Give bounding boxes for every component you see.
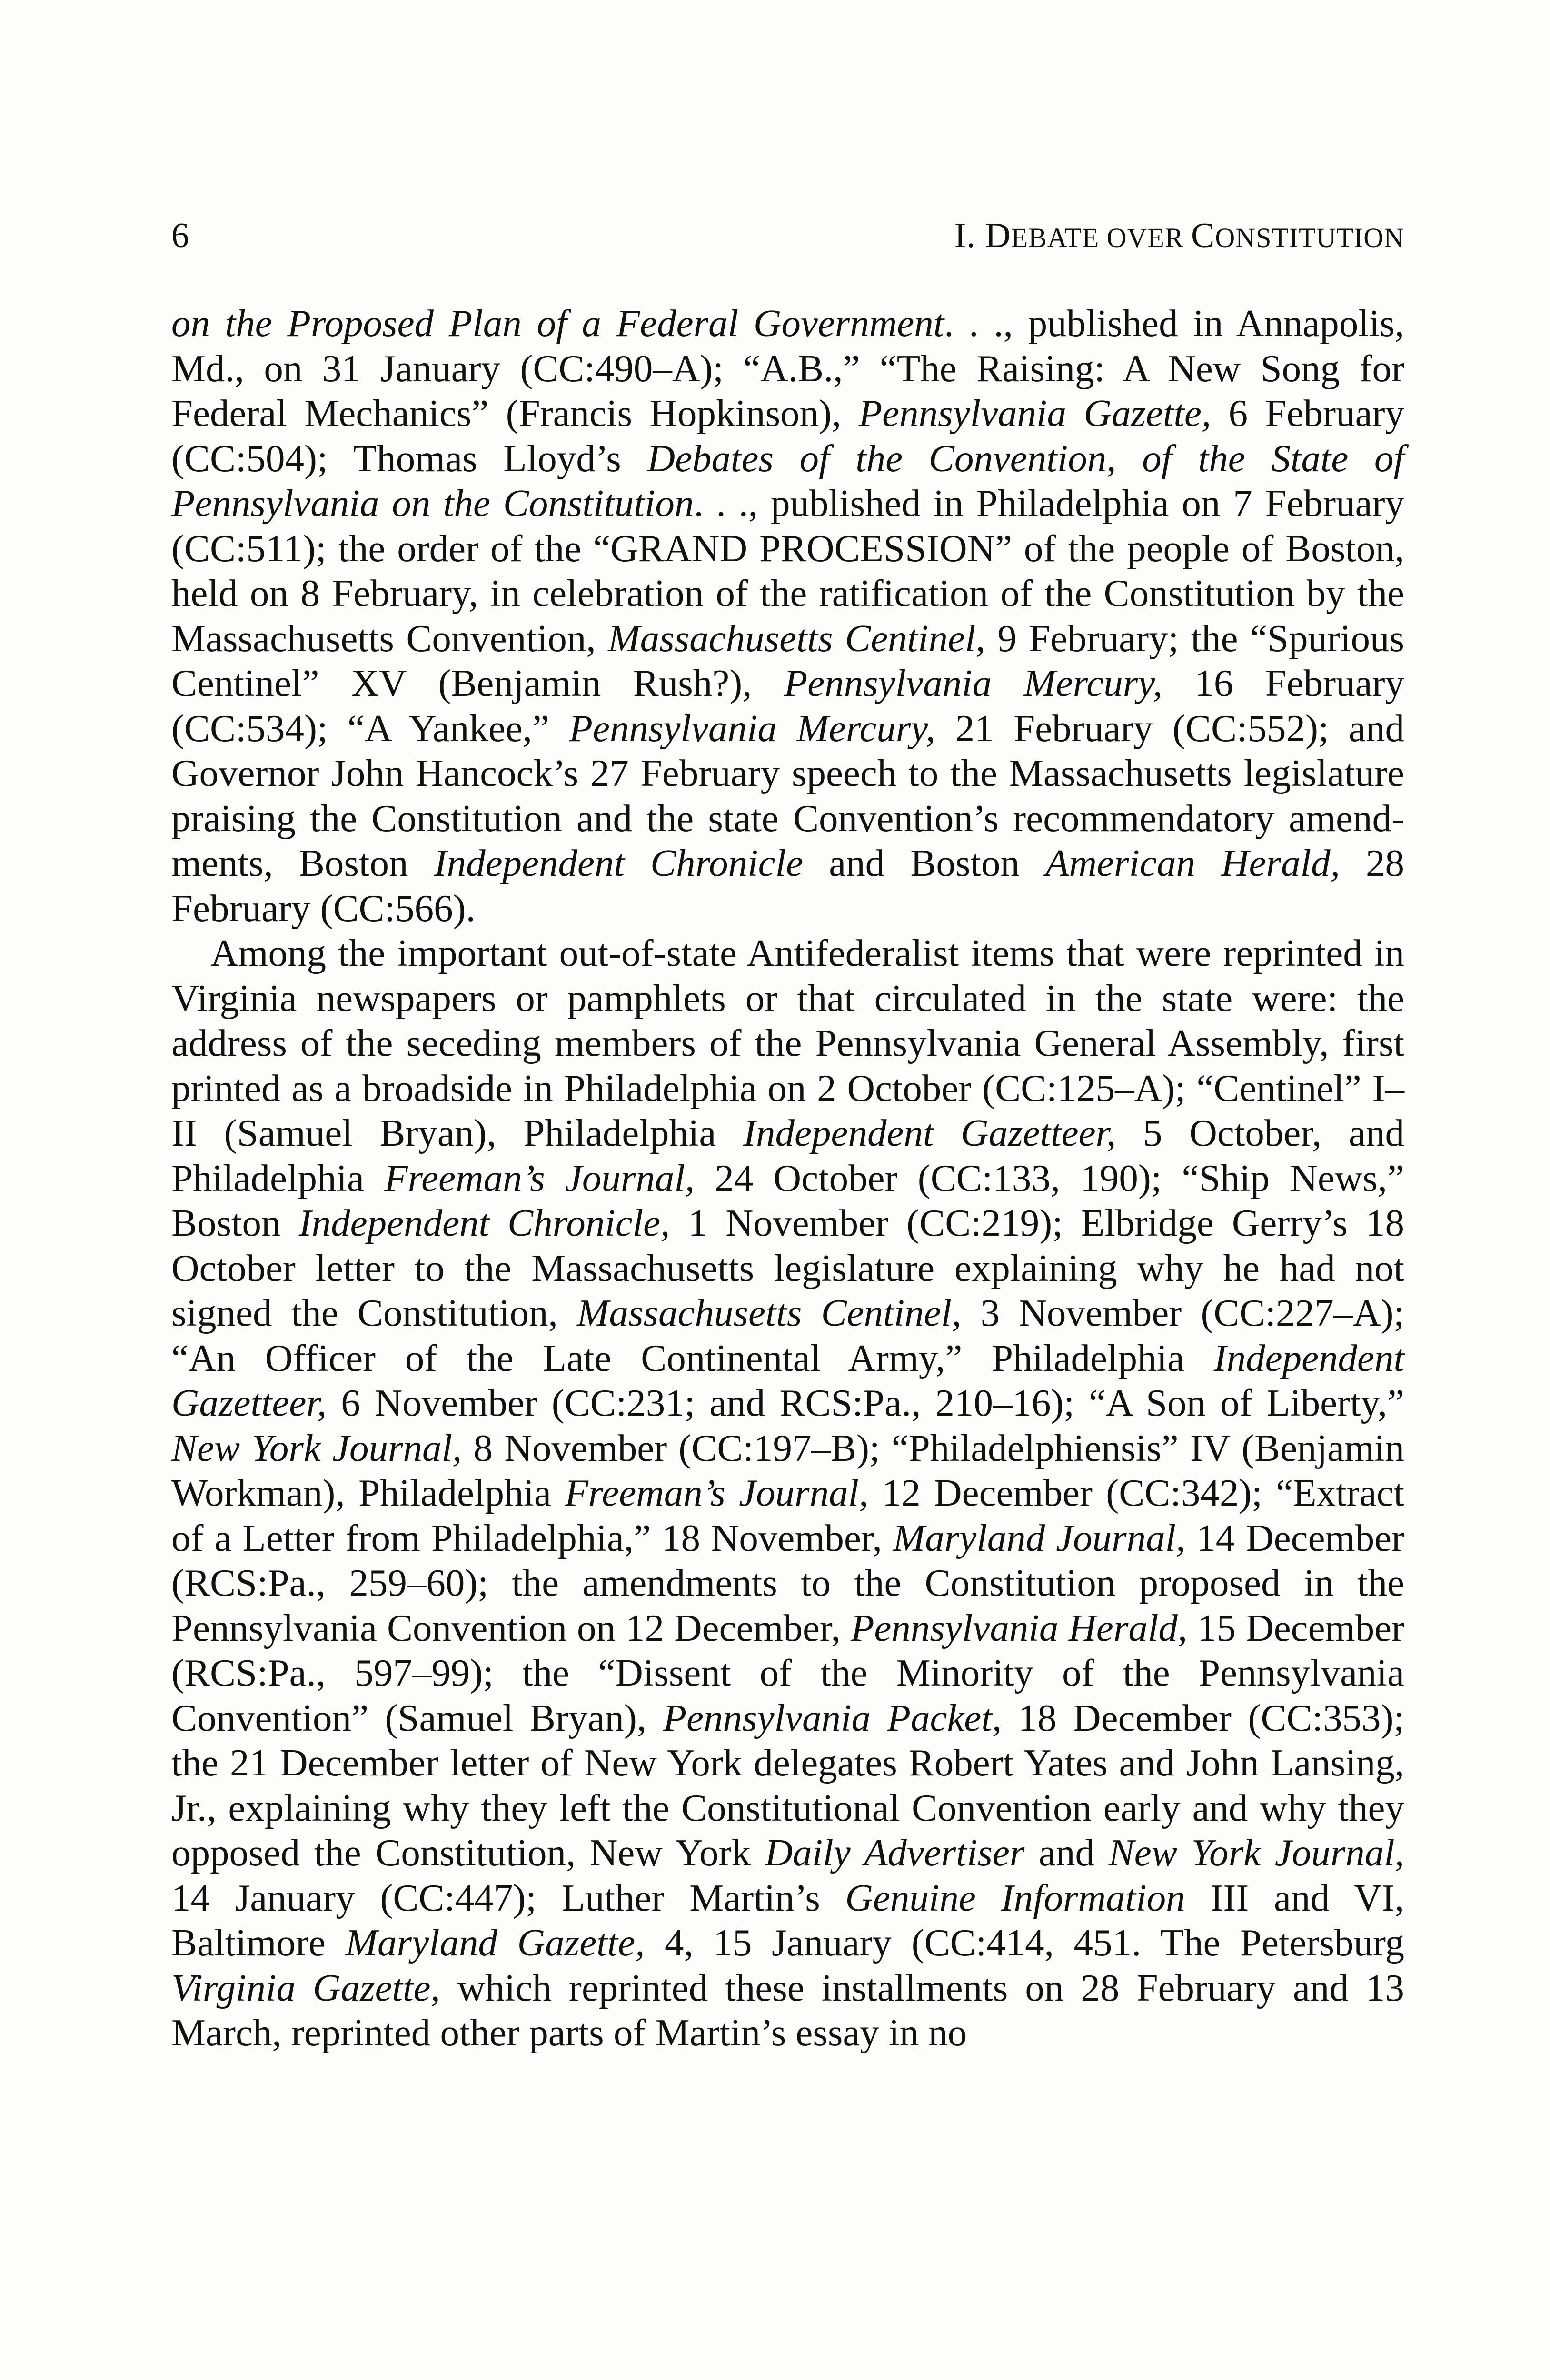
italic-title: Genuine Information [845,1876,1185,1919]
italic-title: Pennsylvania Herald, [850,1606,1188,1649]
italic-title: American Herald, [1045,842,1340,884]
text-run: 24 October (CC:133, 190); “Ship News,” Boston [171,1156,1404,1244]
text-run: 15 December (RCS:Pa., 597–99); the “Dissent of the Minority of the Pennsylvania Convention” (Samuel Bryan), [171,1606,1404,1739]
italic-title: Pennsylvania Gazette, [858,392,1212,435]
italic-title: New York Journal, [171,1426,462,1469]
italic-title: Massachusetts Centinel, [576,1291,962,1334]
italic-title: Independent Gazetteer, [743,1111,1116,1154]
italic-title: Pennsylvania Mercury, [569,706,936,750]
text-run: 14 January (CC:447); Luther Martin’s [171,1876,845,1919]
body-text [171,301,1404,2055]
italic-title: Independent Chronicle, [298,1201,670,1244]
text-run: 16 February (CC:534); “A Yankee,” [171,662,1405,750]
text-run: . . ., published in Annapolis, Md., on 31 January (CC:490–A); “A.B.,” “The Raising: A New Song for Federal Mechanics” (Francis Hopkinson), [171,302,1404,435]
italic-title: Pennsylvania Packet, [663,1696,1002,1739]
running-head-numeral: I. [954,216,985,255]
italic-title: Freeman’s Journal, [384,1156,695,1200]
body-paragraph [171,931,1404,2055]
text-run: 28 February (CC:566). [171,842,1404,930]
text-run: 3 November (CC:227–A); “An Officer of the Late Continental Army,” Philadelphia [171,1291,1404,1379]
text-run: 1 November (CC:219); Elbridge Gerry’s 18 October letter to the Massachusetts legislature explaining why he had not signed the Constitution, [171,1201,1404,1334]
italic-title: Massachusetts Centinel, [608,616,985,660]
running-head-smallcaps: EBATE [1011,222,1100,253]
running-head [954,209,1404,264]
body-paragraph [171,301,1404,931]
running-head-initial: C [1191,216,1215,255]
text-run: 18 December (CC:353); the 21 December letter of New York delegates Robert Yates and John Lansing, Jr., explaining why they left the Constitutional Convention early and why they opposed the Constitution, New York [171,1696,1404,1874]
italic-title: Independent Gazetteer, [171,1336,1404,1424]
text-run: 8 November (CC:197–B); “Philadelphiensis” IV (Benjamin Workman), Philadelphia [171,1426,1404,1514]
italic-title: Debates of the Convention, of the State of Pennsylvania on the Constitution [171,436,1405,525]
running-head-initial: D [985,216,1011,255]
italic-title: on the Proposed Plan of a Federal Government [171,302,944,345]
italic-title: Maryland Journal, [893,1516,1186,1559]
text-run: and Boston [803,842,1046,884]
text-run: which reprinted these installments on 28 February and 13 March, reprinted other parts of Martin’s essay in no [171,1966,1404,2054]
italic-title: New York Journal, [1108,1831,1405,1874]
text-run: 12 December (CC:342); “Extract of a Letter from Philadelphia,” 18 November, [171,1471,1404,1559]
text-run: 4, 15 January (CC:414, 451. The Petersburg [645,1921,1405,1964]
italic-title: Independent Chronicle [434,842,804,884]
page-number: 6 [171,216,189,255]
italic-title: Freeman’s Journal, [565,1471,869,1514]
text-run: 6 February (CC:504); Thomas Lloyd’s [171,392,1404,480]
text-run: III and VI, Baltimore [171,1876,1404,1964]
text-run: . . ., published in Philadelphia on 7 February (CC:511); the order of the “GRAND PROCESSION” of the people of Boston, held on 8 February, in celebration of the ratification of the Constitution by the Massachusetts Convention, [171,482,1405,660]
text-run: 5 October, and Philadelphia [171,1111,1404,1200]
italic-title: Virginia Gazette, [171,1966,440,2009]
italic-title: Maryland Gazette, [345,1921,645,1964]
text-run: and [1024,1831,1109,1874]
page-header [171,209,1404,262]
text-run: 14 December (RCS:Pa., 259–60); the amendments to the Constitution proposed in the Pennsylvania Convention on 12 December, [171,1516,1404,1649]
running-head-smallcaps: OVER [1099,222,1192,253]
running-head-smallcaps: ONSTITUTION [1215,222,1404,253]
text-run: Among the important out-of-state Antifederalist items that were reprinted in Virginia newspapers or pamphlets or that circulated in the state were: the address of the seceding members of the Pennsylvania General Assembly, first printed as a broadside in Philadelphia on 2 October (CC:125–A); “Centinel” I–II (Samuel Bryan), Philadelphia [171,932,1404,1154]
text-run: 6 November (CC:231; and RCS:Pa., 210–16); “A Son of Liberty,” [327,1381,1404,1424]
italic-title: Daily Advertiser [765,1831,1025,1874]
italic-title: Pennsylvania Mercury, [784,662,1163,704]
text-run: 9 February; the “Spurious Centinel” XV (Benjamin Rush?), [171,616,1404,704]
text-run: 21 February (CC:552); and Governor John Hancock’s 27 February speech to the Massachusetts legislature praising the Constitution and the state Convention’s recommendatory amendments, Boston [171,706,1404,884]
